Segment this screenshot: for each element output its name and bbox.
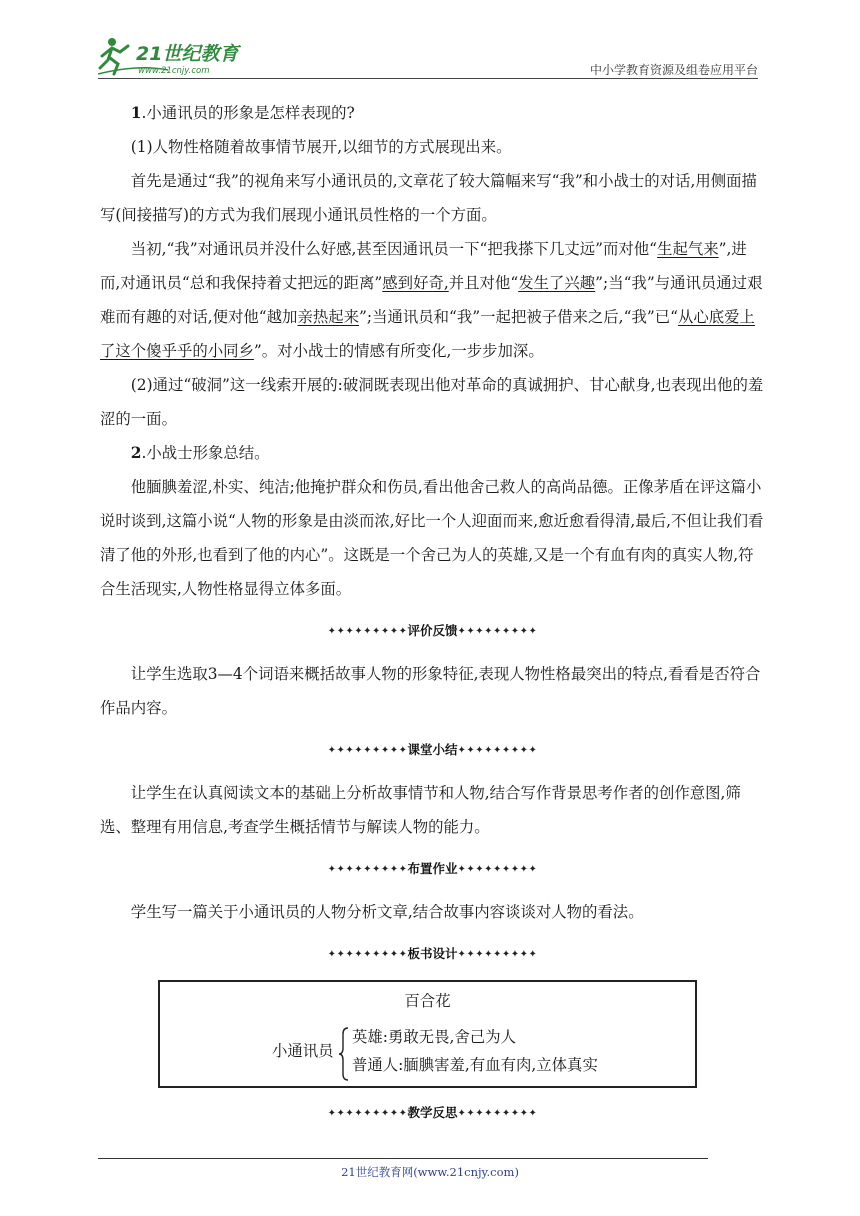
divider-dots-left: ✦✦✦✦✦✦✦✦✦: [327, 949, 408, 960]
section-header-reflection: [100, 1103, 765, 1124]
p3-seg-e: ”;当通讯员和“我”一起把被子借来之后,“我”已“: [359, 308, 678, 326]
paragraph-4: (2)通过“破洞”这一线索开展的:破洞既表现出他对革命的真诚拥护、甘心献身,也表现出他的羞涩的一面。: [100, 376, 764, 428]
p3-underline-2: 感到好奇,: [382, 274, 449, 292]
p3-seg-a: 当初,“我”对通讯员并没什么好感,甚至因通讯员一下“把我搽下几丈远”而对他“: [130, 240, 658, 258]
section-title-feedback: 评价反馈: [407, 623, 458, 638]
p3-underline-3: 发生了兴趣: [518, 274, 596, 292]
p3-underline-5: 从心底爱上了这个傻乎乎的小同乡: [100, 308, 755, 360]
homework-text: 学生写一篇关于小通讯员的人物分析文章,结合故事内容谈谈对人物的看法。: [130, 903, 644, 921]
curly-brace-icon: [338, 1026, 350, 1082]
logo-url-text: www.21cnjy.com: [138, 66, 210, 76]
divider-dots-left: ✦✦✦✦✦✦✦✦✦: [327, 864, 408, 875]
paragraph-5: 他腼腆羞涩,朴实、纯洁;他掩护群众和伤员,看出他舍己救人的高尚品德。正像茅盾在评这篇小说时谈到,这篇小说“人物的形象是由淡而浓,好比一个人迎面而来,愈近愈看得清,最后,不但让我们看清了他的外形,也看到了他的内心”。这既是一个舍己为人的英雄,又是一个有血有肉的真实人物,符合生活现实,人物性格显得立体多面。: [100, 478, 764, 598]
question-2: [100, 436, 765, 470]
p3-seg-b: ”,进而,对通讯员“总和我保持着丈把远的距离”: [100, 240, 747, 292]
p3-seg-c: 并且对他“: [448, 274, 519, 292]
summary-text: 让学生在认真阅读文本的基础上分析故事情节和人物,结合写作背景思考作者的创作意图,筛选、整理有用信息,考查学生概括情节与解读人物的能力。: [100, 784, 741, 836]
main-content: [100, 96, 765, 1139]
header-divider: [98, 78, 758, 79]
question-1-text: .小通讯员的形象是怎样表现的?: [141, 104, 355, 122]
divider-dots-right: ✦✦✦✦✦✦✦✦✦: [457, 745, 538, 756]
site-logo[interactable]: [98, 34, 258, 78]
logo-runner-icon: [98, 34, 258, 78]
paragraph-2: 首先是通过“我”的视角来写小通讯员的,文章花了较大篇幅来写“我”和小战士的对话,用侧面描写(间接描写)的方式为我们展现小通讯员性格的一个方面。: [100, 172, 757, 224]
header-platform-text: 中小学教育资源及组卷应用平台: [589, 63, 758, 77]
p3-seg-f: ”。对小战士的情感有所变化,一步步加深。: [253, 342, 544, 360]
question-1-number: 1: [130, 104, 142, 122]
section-title-board: 板书设计: [407, 946, 458, 961]
divider-dots-right: ✦✦✦✦✦✦✦✦✦: [457, 626, 538, 637]
footer-link[interactable]: 21世纪教育网(www.21cnjy.com): [341, 1165, 519, 1179]
section-title-summary: 课堂小结: [407, 742, 458, 757]
divider-dots-left: ✦✦✦✦✦✦✦✦✦: [327, 626, 408, 637]
board-design-box: [158, 980, 697, 1088]
section-header-feedback: [100, 621, 765, 642]
board-line-ordinary: 普通人:腼腆害羞,有血有肉,立体真实: [352, 1056, 598, 1074]
board-title: 百合花: [404, 992, 451, 1010]
section-title-reflection: 教学反思: [407, 1105, 458, 1120]
section-header-homework: [100, 859, 765, 880]
question-2-number: 2: [130, 444, 142, 462]
p3-seg-d: ”;当“我”与通讯员通过艰难而有趣的对话,便对他“越加: [100, 274, 763, 326]
board-line-hero: 英雄:勇敢无畏,舍己为人: [352, 1028, 516, 1046]
question-1: [100, 96, 765, 130]
p3-underline-1: 生起气来: [657, 240, 719, 258]
divider-dots-left: ✦✦✦✦✦✦✦✦✦: [327, 1108, 408, 1119]
section-header-summary: [100, 740, 765, 761]
question-2-text: .小战士形象总结。: [141, 444, 270, 462]
footer-divider: [98, 1158, 708, 1159]
feedback-text: 让学生选取3—4个词语来概括故事人物的形象特征,表现人物性格最突出的特点,看看是否符合作品内容。: [100, 665, 761, 717]
board-subject: 小通讯员: [272, 1042, 334, 1060]
divider-dots-right: ✦✦✦✦✦✦✦✦✦: [457, 949, 538, 960]
section-header-board: [100, 944, 765, 965]
divider-dots-right: ✦✦✦✦✦✦✦✦✦: [457, 1108, 538, 1119]
page-header: [98, 30, 758, 80]
paragraph-1: (1)人物性格随着故事情节展开,以细节的方式展现出来。: [130, 138, 512, 156]
paragraph-3: [100, 232, 765, 368]
logo-text: 21世纪教育: [136, 43, 239, 65]
divider-dots-left: ✦✦✦✦✦✦✦✦✦: [327, 745, 408, 756]
p3-underline-4: 亲热起来: [297, 308, 360, 326]
section-title-homework: 布置作业: [407, 861, 458, 876]
divider-dots-right: ✦✦✦✦✦✦✦✦✦: [457, 864, 538, 875]
